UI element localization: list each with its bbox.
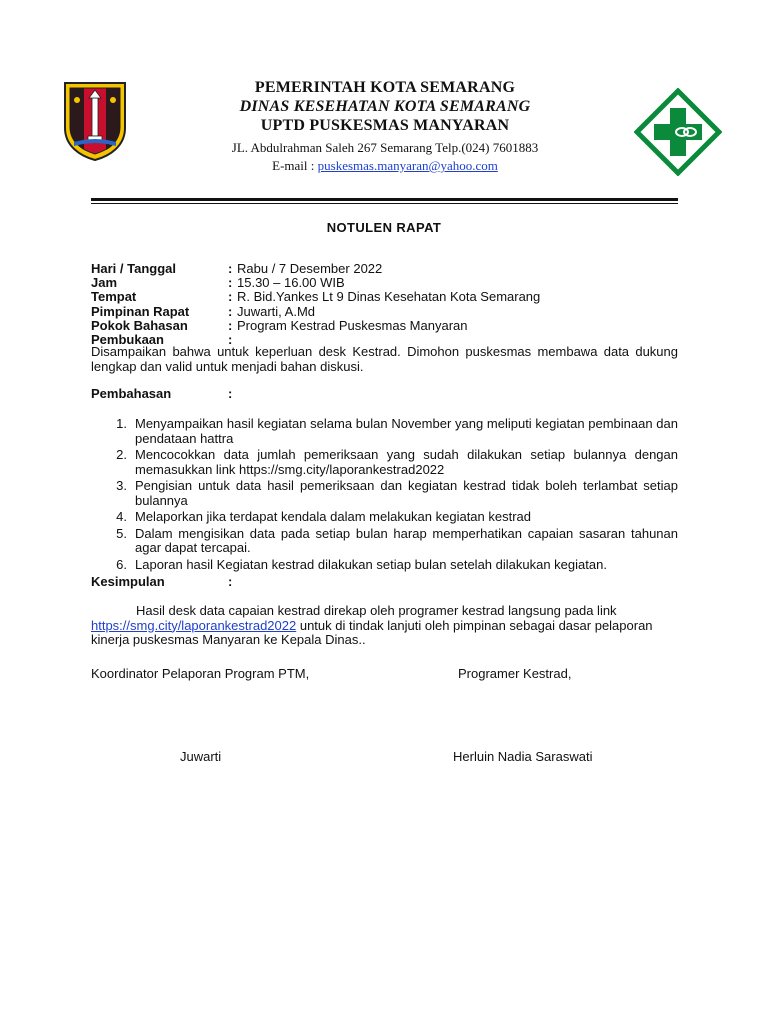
conclusion-colon: : [228, 574, 233, 589]
letterhead-government: PEMERINTAH KOTA SEMARANG [254, 79, 516, 96]
letterhead-address: JL. Abdulrahman Saleh 267 Semarang Telp.(024) 7601883 [231, 140, 539, 155]
signature-left-name: Juwarti [180, 749, 222, 764]
list-item [91, 479, 678, 508]
report-link[interactable]: https://smg.city/laporankestrad2022 [91, 617, 297, 633]
letterhead-agency: DINAS KESEHATAN KOTA SEMARANG [239, 98, 531, 115]
list-item [91, 558, 678, 573]
discussion-heading [91, 387, 678, 402]
info-label: Jam [91, 275, 118, 291]
info-colon: : [228, 331, 233, 347]
list-text: Mencocokkan data jumlah pemeriksaan yang sudah dilakukan setiap bulannya dengan memasukkan link https://smg.city/laporankestrad2022 [135, 447, 678, 477]
letterhead-divider-thin [91, 203, 678, 204]
list-item [91, 448, 678, 477]
info-value: 15.30 – 16.00 WIB [237, 275, 345, 291]
info-row-place [91, 290, 678, 304]
info-colon: : [228, 289, 233, 305]
info-label: Pimpinan Rapat [91, 303, 190, 319]
info-label: Hari / Tanggal [91, 261, 176, 276]
list-item [91, 417, 678, 446]
conclusion-text-end: untuk di tindak lanjuti oleh pimpinan sebagai dasar pelaporan kinerja puskesmas Manyaran ke Kepala Dinas.. [91, 617, 653, 647]
discussion-list [91, 417, 678, 574]
info-colon: : [228, 275, 233, 291]
info-label: Tempat [91, 289, 137, 305]
signature-left-role: Koordinator Pelaporan Program PTM, [91, 666, 310, 681]
semarang-city-crest-icon [62, 80, 128, 162]
info-label: Pokok Bahasan [91, 317, 188, 333]
list-text: Pengisian untuk data hasil pemeriksaan dan kegiatan kestrad tidak boleh terlambat setiap bulannya [135, 478, 678, 508]
info-label: Pembukaan [91, 331, 164, 347]
letterhead [150, 78, 620, 174]
letterhead-unit: UPTD PUSKESMAS MANYARAN [260, 117, 510, 134]
info-value: Program Kestrad Puskesmas Manyaran [237, 317, 468, 333]
list-number: 4. [116, 509, 127, 524]
letterhead-email-line [150, 157, 620, 174]
signature-right-role: Programer Kestrad, [458, 666, 572, 681]
list-number: 5. [116, 525, 127, 541]
info-value: R. Bid.Yankes Lt 9 Dinas Kesehatan Kota Semarang [237, 289, 541, 305]
info-row-topic [91, 319, 678, 333]
letterhead-divider-thick [91, 198, 678, 201]
email-label: E-mail : [272, 158, 318, 173]
conclusion-paragraph [91, 604, 678, 648]
conclusion-text-start: Hasil desk data capaian kestrad direkap oleh programer kestrad langsung pada link [136, 603, 617, 618]
opening-paragraph: Disampaikan bahwa untuk keperluan desk Kestrad. Dimohon puskesmas membawa data dukung lengkap dan valid untuk menjadi bahan diskusi. [91, 344, 678, 374]
discussion-label: Pembahasan [91, 386, 172, 401]
list-text: Menyampaikan hasil kegiatan selama bulan November yang meliputi kegiatan pembinaan dan pendataan hattra [135, 416, 678, 446]
list-text: Melaporkan jika terdapat kendala dalam melakukan kegiatan kestrad [135, 509, 532, 524]
document-title: NOTULEN RAPAT [326, 220, 442, 235]
conclusion-heading [91, 575, 678, 590]
email-link[interactable]: puskesmas.manyaran@yahoo.com [317, 158, 498, 173]
list-text: Laporan hasil Kegiatan kestrad dilakukan setiap bulan setelah dilakukan kegiatan. [135, 556, 607, 572]
info-row-date [91, 262, 678, 276]
list-number: 2. [116, 447, 127, 462]
list-text: Dalam mengisikan data pada setiap bulan harap memperhatikan capaian sasaran tahunan agar dapat tercapai. [135, 525, 678, 555]
discussion-colon: : [228, 386, 233, 401]
list-number: 1. [116, 416, 127, 431]
list-item [91, 527, 678, 556]
conclusion-label: Kesimpulan [91, 574, 165, 589]
list-item [91, 510, 678, 525]
list-number: 6. [116, 556, 127, 572]
info-colon: : [228, 261, 233, 276]
puskesmas-cross-logo-icon [634, 88, 722, 176]
info-row-time [91, 276, 678, 290]
info-colon: : [228, 303, 233, 319]
list-number: 3. [116, 478, 127, 493]
info-value: Juwarti, A.Md [237, 303, 316, 319]
info-row-chair [91, 305, 678, 319]
info-value: Rabu / 7 Desember 2022 [237, 261, 383, 276]
signature-right-name: Herluin Nadia Saraswati [453, 749, 593, 764]
info-colon: : [228, 317, 233, 333]
meeting-info [91, 262, 678, 347]
